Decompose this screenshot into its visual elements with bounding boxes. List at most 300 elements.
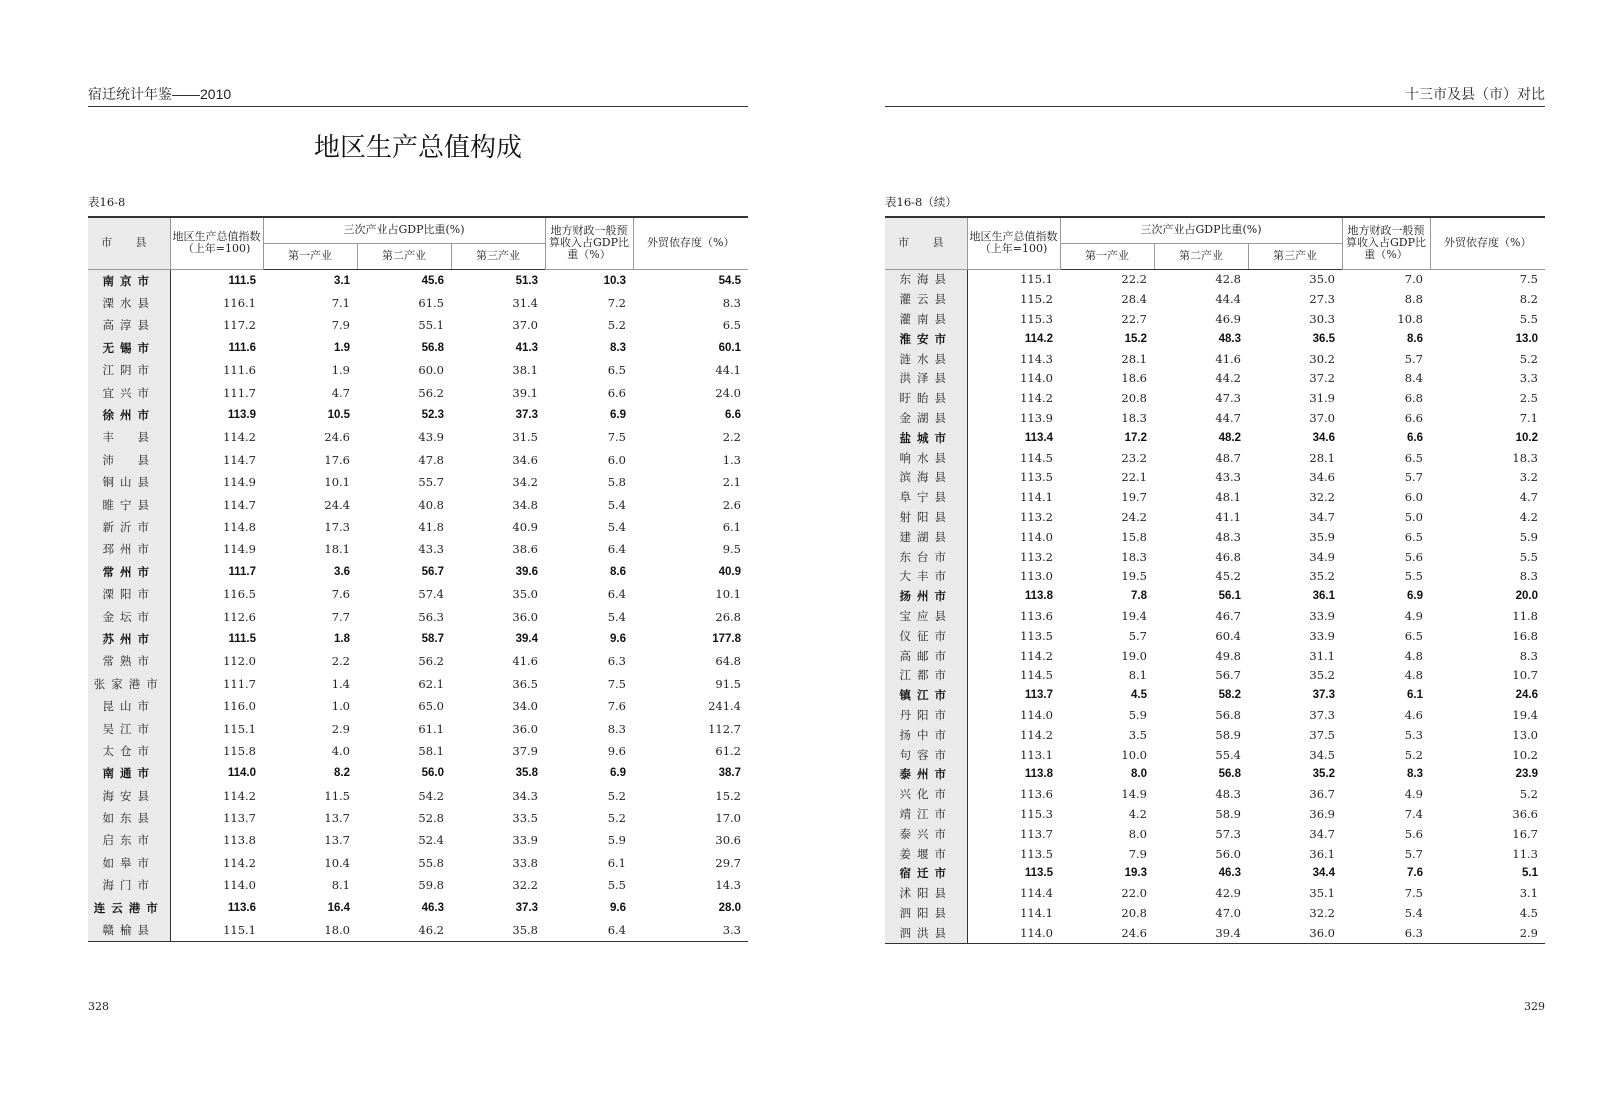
tertiary-share-cell: 37.3 (515, 901, 538, 914)
gdp-index-cell: 111.6 (223, 363, 256, 378)
region-name-cell: 金湖县 (885, 408, 967, 428)
primary-share-cell: 19.3 (1124, 867, 1147, 880)
table-row (885, 448, 1545, 468)
trade-dependence-cell: 44.1 (715, 363, 741, 378)
table-row (885, 863, 1545, 883)
fiscal-ratio-cell: 9.6 (610, 632, 626, 645)
gdp-index-cell: 116.5 (223, 587, 256, 602)
tertiary-share-cell: 34.7 (1309, 826, 1335, 841)
tertiary-share-cell: 34.6 (1312, 431, 1335, 444)
primary-share-cell: 10.4 (324, 855, 350, 870)
region-name-cell: 射阳县 (885, 507, 967, 527)
trade-dependence-cell: 16.7 (1512, 826, 1538, 841)
region-name-cell: 句容市 (885, 745, 967, 765)
header-tertiary: 第三产业 (1248, 243, 1342, 269)
secondary-share-cell: 48.1 (1215, 490, 1241, 505)
primary-share-cell: 22.7 (1121, 311, 1147, 326)
tertiary-share-cell: 37.0 (1309, 410, 1335, 425)
fiscal-ratio-cell: 8.8 (1404, 292, 1423, 307)
fiscal-ratio-cell: 6.4 (545, 919, 633, 942)
primary-share-cell: 7.9 (1128, 846, 1147, 861)
gdp-index-cell: 114.0 (967, 923, 1060, 943)
page-number-right: 329 (1524, 1000, 1545, 1013)
tertiary-share-cell: 35.1 (1309, 886, 1335, 901)
gdp-index-cell: 114.0 (223, 878, 256, 893)
fiscal-ratio-cell: 8.4 (1404, 371, 1423, 386)
tertiary-share-cell: 34.9 (1309, 549, 1335, 564)
gdp-index-cell: 114.5 (1020, 450, 1053, 465)
tertiary-share-cell: 36.1 (1312, 590, 1335, 603)
trade-dependence-cell: 28.0 (718, 901, 741, 914)
gdp-index-cell: 112.0 (223, 654, 256, 669)
table-row (88, 695, 748, 717)
primary-share-cell: 5.9 (1128, 707, 1147, 722)
trade-dependence-cell: 5.1 (1522, 867, 1538, 880)
table-row (88, 561, 748, 583)
gdp-index-cell: 114.7 (223, 497, 256, 512)
trade-dependence-cell: 36.6 (1512, 806, 1538, 821)
region-name-cell: 吴江市 (88, 717, 170, 739)
trade-dependence-cell: 23.9 (1515, 768, 1538, 781)
secondary-share-cell: 56.8 (421, 341, 444, 354)
table-row (88, 919, 748, 942)
gdp-index-cell: 114.2 (1020, 391, 1053, 406)
trade-dependence-cell: 30.6 (715, 833, 741, 848)
trade-dependence-cell: 24.6 (1515, 689, 1538, 702)
secondary-share-cell: 45.2 (1215, 569, 1241, 584)
tertiary-share-cell: 33.5 (512, 811, 538, 826)
tertiary-share-cell: 36.1 (1309, 846, 1335, 861)
primary-share-cell: 4.7 (331, 385, 350, 400)
region-name-cell: 如皋市 (88, 852, 170, 874)
secondary-share-cell: 55.8 (418, 855, 444, 870)
trade-dependence-cell: 17.0 (715, 811, 741, 826)
gdp-index-cell: 114.3 (1020, 351, 1053, 366)
region-name-cell: 邳州市 (88, 538, 170, 560)
header-fiscal: 地方财政一般预算收入占GDP比重（%） (545, 217, 633, 269)
primary-share-cell: 17.3 (324, 519, 350, 534)
secondary-share-cell: 56.8 (1218, 768, 1241, 781)
secondary-share-cell: 46.7 (1215, 608, 1241, 623)
secondary-share-cell: 52.8 (418, 811, 444, 826)
table-row (885, 428, 1545, 448)
trade-dependence-cell: 6.5 (722, 318, 741, 333)
gdp-index-cell: 111.7 (223, 676, 256, 691)
primary-share-cell: 24.6 (324, 430, 350, 445)
tertiary-share-cell: 33.9 (1309, 628, 1335, 643)
table-row (88, 717, 748, 739)
table-row (885, 487, 1545, 507)
gdp-index-cell: 114.2 (1020, 648, 1053, 663)
tertiary-share-cell: 34.6 (512, 452, 538, 467)
secondary-share-cell: 57.3 (1215, 826, 1241, 841)
primary-share-cell: 18.1 (324, 542, 350, 557)
secondary-share-cell: 52.3 (421, 409, 444, 422)
header-region: 市 县 (885, 217, 967, 269)
trade-dependence-cell: 10.1 (715, 587, 741, 602)
trade-dependence-cell: 8.2 (1519, 292, 1538, 307)
trade-dependence-cell: 91.5 (715, 676, 741, 691)
table-row (88, 762, 748, 784)
table-row (88, 269, 748, 292)
secondary-share-cell: 41.1 (1215, 509, 1241, 524)
tertiary-share-cell: 36.0 (512, 609, 538, 624)
gdp-index-cell: 113.6 (1020, 608, 1053, 623)
tertiary-share-cell: 35.2 (1312, 768, 1335, 781)
tertiary-share-cell: 34.2 (512, 475, 538, 490)
table-row (885, 646, 1545, 666)
gdp-table-left (88, 216, 748, 942)
secondary-share-cell: 48.7 (1215, 450, 1241, 465)
gdp-index-cell: 114.1 (1020, 490, 1053, 505)
trade-dependence-cell: 11.3 (1512, 846, 1538, 861)
region-name-cell: 靖江市 (885, 804, 967, 824)
trade-dependence-cell: 3.2 (1519, 470, 1538, 485)
region-name-cell: 灌云县 (885, 289, 967, 309)
secondary-share-cell: 47.8 (418, 452, 444, 467)
secondary-share-cell: 58.2 (1218, 689, 1241, 702)
primary-share-cell: 1.0 (331, 699, 350, 714)
primary-share-cell: 8.2 (334, 767, 350, 780)
fiscal-ratio-cell: 6.8 (1404, 391, 1423, 406)
gdp-index-cell: 115.2 (1020, 292, 1053, 307)
secondary-share-cell: 39.4 (1154, 923, 1248, 943)
fiscal-ratio-cell: 8.3 (610, 341, 626, 354)
region-name-cell: 兴化市 (885, 784, 967, 804)
gdp-index-cell: 111.7 (228, 565, 256, 578)
region-name-cell: 张家港市 (88, 673, 170, 695)
tertiary-share-cell: 37.3 (1312, 689, 1335, 702)
header-primary: 第一产业 (263, 243, 357, 269)
secondary-share-cell: 61.1 (418, 721, 444, 736)
table-row (885, 329, 1545, 349)
trade-dependence-cell: 8.3 (1519, 648, 1538, 663)
trade-dependence-cell: 5.5 (1519, 311, 1538, 326)
fiscal-ratio-cell: 5.5 (1404, 569, 1423, 584)
primary-share-cell: 17.6 (324, 452, 350, 467)
trade-dependence-cell: 2.5 (1519, 391, 1538, 406)
region-name-cell: 涟水县 (885, 349, 967, 369)
secondary-share-cell: 56.7 (1215, 668, 1241, 683)
table-row (88, 784, 748, 806)
secondary-share-cell: 42.9 (1215, 886, 1241, 901)
tertiary-share-cell: 31.9 (1309, 391, 1335, 406)
tertiary-share-cell: 39.1 (512, 385, 538, 400)
region-name-cell: 常州市 (88, 561, 170, 583)
fiscal-ratio-cell: 5.2 (607, 788, 626, 803)
tertiary-share-cell: 34.4 (1312, 867, 1335, 880)
fiscal-ratio-cell: 5.2 (1404, 747, 1423, 762)
secondary-share-cell: 46.3 (1218, 867, 1241, 880)
fiscal-ratio-cell: 8.6 (1407, 332, 1423, 345)
primary-share-cell: 8.0 (1128, 826, 1147, 841)
page-number-left: 328 (88, 1000, 109, 1013)
table-body-right (885, 269, 1545, 943)
secondary-share-cell: 59.8 (418, 878, 444, 893)
tertiary-share-cell: 39.4 (515, 632, 538, 645)
secondary-share-cell: 41.6 (1215, 351, 1241, 366)
fiscal-ratio-cell: 5.4 (607, 609, 626, 624)
primary-share-cell: 18.3 (1121, 410, 1147, 425)
trade-dependence-cell: 13.0 (1512, 727, 1538, 742)
header-fiscal: 地方财政一般预算收入占GDP比重（%） (1342, 217, 1430, 269)
tertiary-share-cell: 35.2 (1309, 668, 1335, 683)
region-name-cell: 如东县 (88, 807, 170, 829)
table-row (88, 852, 748, 874)
gdp-index-cell: 113.2 (1020, 509, 1053, 524)
fiscal-ratio-cell: 5.2 (607, 811, 626, 826)
tertiary-share-cell: 31.5 (512, 430, 538, 445)
tertiary-share-cell: 34.0 (512, 699, 538, 714)
primary-share-cell: 1.9 (334, 341, 350, 354)
header-gdp-index: 地区生产总值指数（上年=100) (170, 217, 263, 269)
region-name-cell: 高邮市 (885, 646, 967, 666)
gdp-index-cell: 114.0 (1020, 529, 1053, 544)
region-name-cell: 连云港市 (88, 896, 170, 918)
table-row (88, 381, 748, 403)
region-name-cell: 大丰市 (885, 566, 967, 586)
fiscal-ratio-cell: 7.5 (607, 430, 626, 445)
tertiary-share-cell: 35.0 (512, 587, 538, 602)
table-row (88, 673, 748, 695)
primary-share-cell: 18.3 (1121, 549, 1147, 564)
gdp-index-cell: 113.5 (1020, 846, 1053, 861)
table-row (885, 368, 1545, 388)
trade-dependence-cell: 14.3 (715, 878, 741, 893)
table-row (885, 408, 1545, 428)
tertiary-share-cell: 38.1 (512, 363, 538, 378)
tertiary-share-cell: 37.3 (515, 409, 538, 422)
secondary-share-cell: 47.0 (1215, 905, 1241, 920)
trade-dependence-cell: 241.4 (708, 699, 741, 714)
primary-share-cell: 19.5 (1121, 569, 1147, 584)
trade-dependence-cell: 18.3 (1512, 450, 1538, 465)
fiscal-ratio-cell: 6.5 (1404, 628, 1423, 643)
trade-dependence-cell: 60.1 (718, 341, 741, 354)
header-tertiary: 第三产业 (451, 243, 545, 269)
region-name-cell: 滨海县 (885, 467, 967, 487)
region-name-cell: 南通市 (88, 762, 170, 784)
primary-share-cell: 20.8 (1121, 391, 1147, 406)
primary-share-cell: 24.2 (1121, 509, 1147, 524)
table-row (885, 665, 1545, 685)
tertiary-share-cell: 30.3 (1309, 311, 1335, 326)
region-name-cell: 洪泽县 (885, 368, 967, 388)
tertiary-share-cell: 41.6 (512, 654, 538, 669)
trade-dependence-cell: 10.2 (1515, 431, 1538, 444)
header-share-group: 三次产业占GDP比重(%) (263, 217, 545, 243)
table-row (88, 740, 748, 762)
secondary-share-cell: 56.7 (421, 565, 444, 578)
gdp-index-cell: 115.1 (170, 919, 263, 942)
primary-share-cell: 3.6 (334, 565, 350, 578)
gdp-index-cell: 111.5 (228, 274, 256, 287)
table-number-right: 表16-8（续） (885, 195, 957, 209)
tertiary-share-cell: 35.9 (1309, 529, 1335, 544)
gdp-index-cell: 116.1 (223, 296, 256, 311)
fiscal-ratio-cell: 5.6 (1404, 826, 1423, 841)
primary-share-cell: 11.5 (324, 788, 350, 803)
fiscal-ratio-cell: 6.1 (1407, 689, 1423, 702)
secondary-share-cell: 56.3 (418, 609, 444, 624)
tertiary-share-cell: 40.9 (512, 519, 538, 534)
table-row (88, 650, 748, 672)
trade-dependence-cell: 24.0 (715, 385, 741, 400)
table-row (88, 426, 748, 448)
gdp-index-cell: 114.0 (227, 767, 256, 780)
secondary-share-cell: 45.6 (421, 274, 444, 287)
fiscal-ratio-cell: 6.6 (607, 385, 626, 400)
table-row (885, 349, 1545, 369)
secondary-share-cell: 62.1 (418, 676, 444, 691)
tertiary-share-cell: 36.5 (512, 676, 538, 691)
gdp-index-cell: 111.5 (228, 632, 256, 645)
primary-share-cell: 15.8 (1121, 529, 1147, 544)
region-name-cell: 江都市 (885, 665, 967, 685)
tertiary-share-cell: 37.5 (1309, 727, 1335, 742)
region-name-cell: 宜兴市 (88, 381, 170, 403)
tertiary-share-cell: 37.0 (512, 318, 538, 333)
secondary-share-cell: 54.2 (418, 788, 444, 803)
fiscal-ratio-cell: 5.5 (607, 878, 626, 893)
region-name-cell: 太仓市 (88, 740, 170, 762)
table-row (885, 824, 1545, 844)
secondary-share-cell: 56.2 (418, 654, 444, 669)
fiscal-ratio-cell: 6.9 (610, 767, 626, 780)
gdp-index-cell: 114.2 (1024, 332, 1053, 345)
primary-share-cell: 7.6 (331, 587, 350, 602)
fiscal-ratio-cell: 7.4 (1404, 806, 1423, 821)
tertiary-share-cell: 35.8 (451, 919, 545, 942)
region-name-cell: 盐城市 (885, 428, 967, 448)
fiscal-ratio-cell: 5.4 (1404, 905, 1423, 920)
trade-dependence-cell: 4.2 (1519, 509, 1538, 524)
secondary-share-cell: 48.2 (1218, 431, 1241, 444)
secondary-share-cell: 52.4 (418, 833, 444, 848)
gdp-index-cell: 113.5 (1024, 867, 1053, 880)
gdp-index-cell: 115.3 (1020, 806, 1053, 821)
trade-dependence-cell: 5.2 (1519, 787, 1538, 802)
trade-dependence-cell: 3.1 (1519, 886, 1538, 901)
table-row (88, 471, 748, 493)
tertiary-share-cell: 33.9 (1309, 608, 1335, 623)
table-row (885, 309, 1545, 329)
tertiary-share-cell: 37.2 (1309, 371, 1335, 386)
fiscal-ratio-cell: 5.7 (1404, 846, 1423, 861)
region-name-cell: 常熟市 (88, 650, 170, 672)
secondary-share-cell: 58.9 (1215, 727, 1241, 742)
table-row (885, 725, 1545, 745)
region-name-cell: 丰 县 (88, 426, 170, 448)
tertiary-share-cell: 35.8 (515, 767, 538, 780)
region-name-cell: 沭阳县 (885, 883, 967, 903)
primary-share-cell: 7.9 (331, 318, 350, 333)
secondary-share-cell: 60.0 (418, 363, 444, 378)
tertiary-share-cell: 39.6 (515, 565, 538, 578)
header-share-group: 三次产业占GDP比重(%) (1060, 217, 1342, 243)
gdp-index-cell: 114.8 (223, 519, 256, 534)
gdp-index-cell: 115.3 (1020, 311, 1053, 326)
secondary-share-cell: 49.8 (1215, 648, 1241, 663)
trade-dependence-cell: 16.8 (1512, 628, 1538, 643)
region-name-cell: 启东市 (88, 829, 170, 851)
trade-dependence-cell: 26.8 (715, 609, 741, 624)
primary-share-cell: 28.4 (1121, 292, 1147, 307)
trade-dependence-cell: 8.3 (1519, 569, 1538, 584)
secondary-share-cell: 48.3 (1215, 529, 1241, 544)
gdp-index-cell: 116.0 (223, 699, 256, 714)
tertiary-share-cell: 37.9 (512, 743, 538, 758)
secondary-share-cell: 47.3 (1215, 391, 1241, 406)
fiscal-ratio-cell: 9.6 (607, 743, 626, 758)
table-row (88, 605, 748, 627)
primary-share-cell: 10.5 (327, 409, 350, 422)
fiscal-ratio-cell: 10.8 (1397, 311, 1423, 326)
table-body-left (88, 269, 748, 942)
trade-dependence-cell: 64.8 (715, 654, 741, 669)
fiscal-ratio-cell: 6.0 (607, 452, 626, 467)
fiscal-ratio-cell: 6.4 (607, 542, 626, 557)
tertiary-share-cell: 37.3 (1309, 707, 1335, 722)
tertiary-share-cell: 41.3 (515, 341, 538, 354)
tertiary-share-cell: 36.0 (1248, 923, 1342, 943)
fiscal-ratio-cell: 5.4 (607, 519, 626, 534)
trade-dependence-cell: 2.6 (722, 497, 741, 512)
primary-share-cell: 17.2 (1124, 431, 1147, 444)
primary-share-cell: 8.0 (1131, 768, 1147, 781)
page-title: 地区生产总值构成 (313, 133, 522, 163)
tertiary-share-cell: 32.2 (1309, 905, 1335, 920)
table-row (885, 289, 1545, 309)
fiscal-ratio-cell: 6.4 (607, 587, 626, 602)
fiscal-ratio-cell: 5.7 (1404, 470, 1423, 485)
gdp-index-cell: 114.2 (1020, 727, 1053, 742)
region-name-cell: 苏州市 (88, 628, 170, 650)
table-row (885, 507, 1545, 527)
region-name-cell: 丹阳市 (885, 705, 967, 725)
tertiary-share-cell: 34.6 (1309, 470, 1335, 485)
secondary-share-cell: 48.3 (1218, 332, 1241, 345)
primary-share-cell: 8.1 (1128, 668, 1147, 683)
secondary-share-cell: 44.2 (1215, 371, 1241, 386)
trade-dependence-cell: 38.7 (718, 767, 741, 780)
table-row (885, 566, 1545, 586)
region-name-cell: 宝应县 (885, 606, 967, 626)
trade-dependence-cell: 10.7 (1512, 668, 1538, 683)
table-row (885, 388, 1545, 408)
region-name-cell: 宿迁市 (885, 863, 967, 883)
region-name-cell: 徐州市 (88, 404, 170, 426)
region-name-cell: 泗阳县 (885, 903, 967, 923)
gdp-index-cell: 113.7 (1020, 826, 1053, 841)
table-row (885, 764, 1545, 784)
gdp-index-cell: 115.8 (223, 743, 256, 758)
primary-share-cell: 18.6 (1121, 371, 1147, 386)
table-row (88, 874, 748, 896)
secondary-share-cell: 46.3 (421, 901, 444, 914)
secondary-share-cell: 46.9 (1215, 311, 1241, 326)
primary-share-cell: 1.4 (331, 676, 350, 691)
secondary-share-cell: 58.1 (418, 743, 444, 758)
fiscal-ratio-cell: 4.6 (1404, 707, 1423, 722)
running-head-right: 十三市及县（市）对比 (885, 84, 1545, 107)
region-name-cell: 东台市 (885, 547, 967, 567)
trade-dependence-cell: 40.9 (718, 565, 741, 578)
gdp-index-cell: 113.4 (1024, 431, 1053, 444)
trade-dependence-cell: 61.2 (715, 743, 741, 758)
secondary-share-cell: 56.8 (1215, 707, 1241, 722)
region-name-cell: 灌南县 (885, 309, 967, 329)
